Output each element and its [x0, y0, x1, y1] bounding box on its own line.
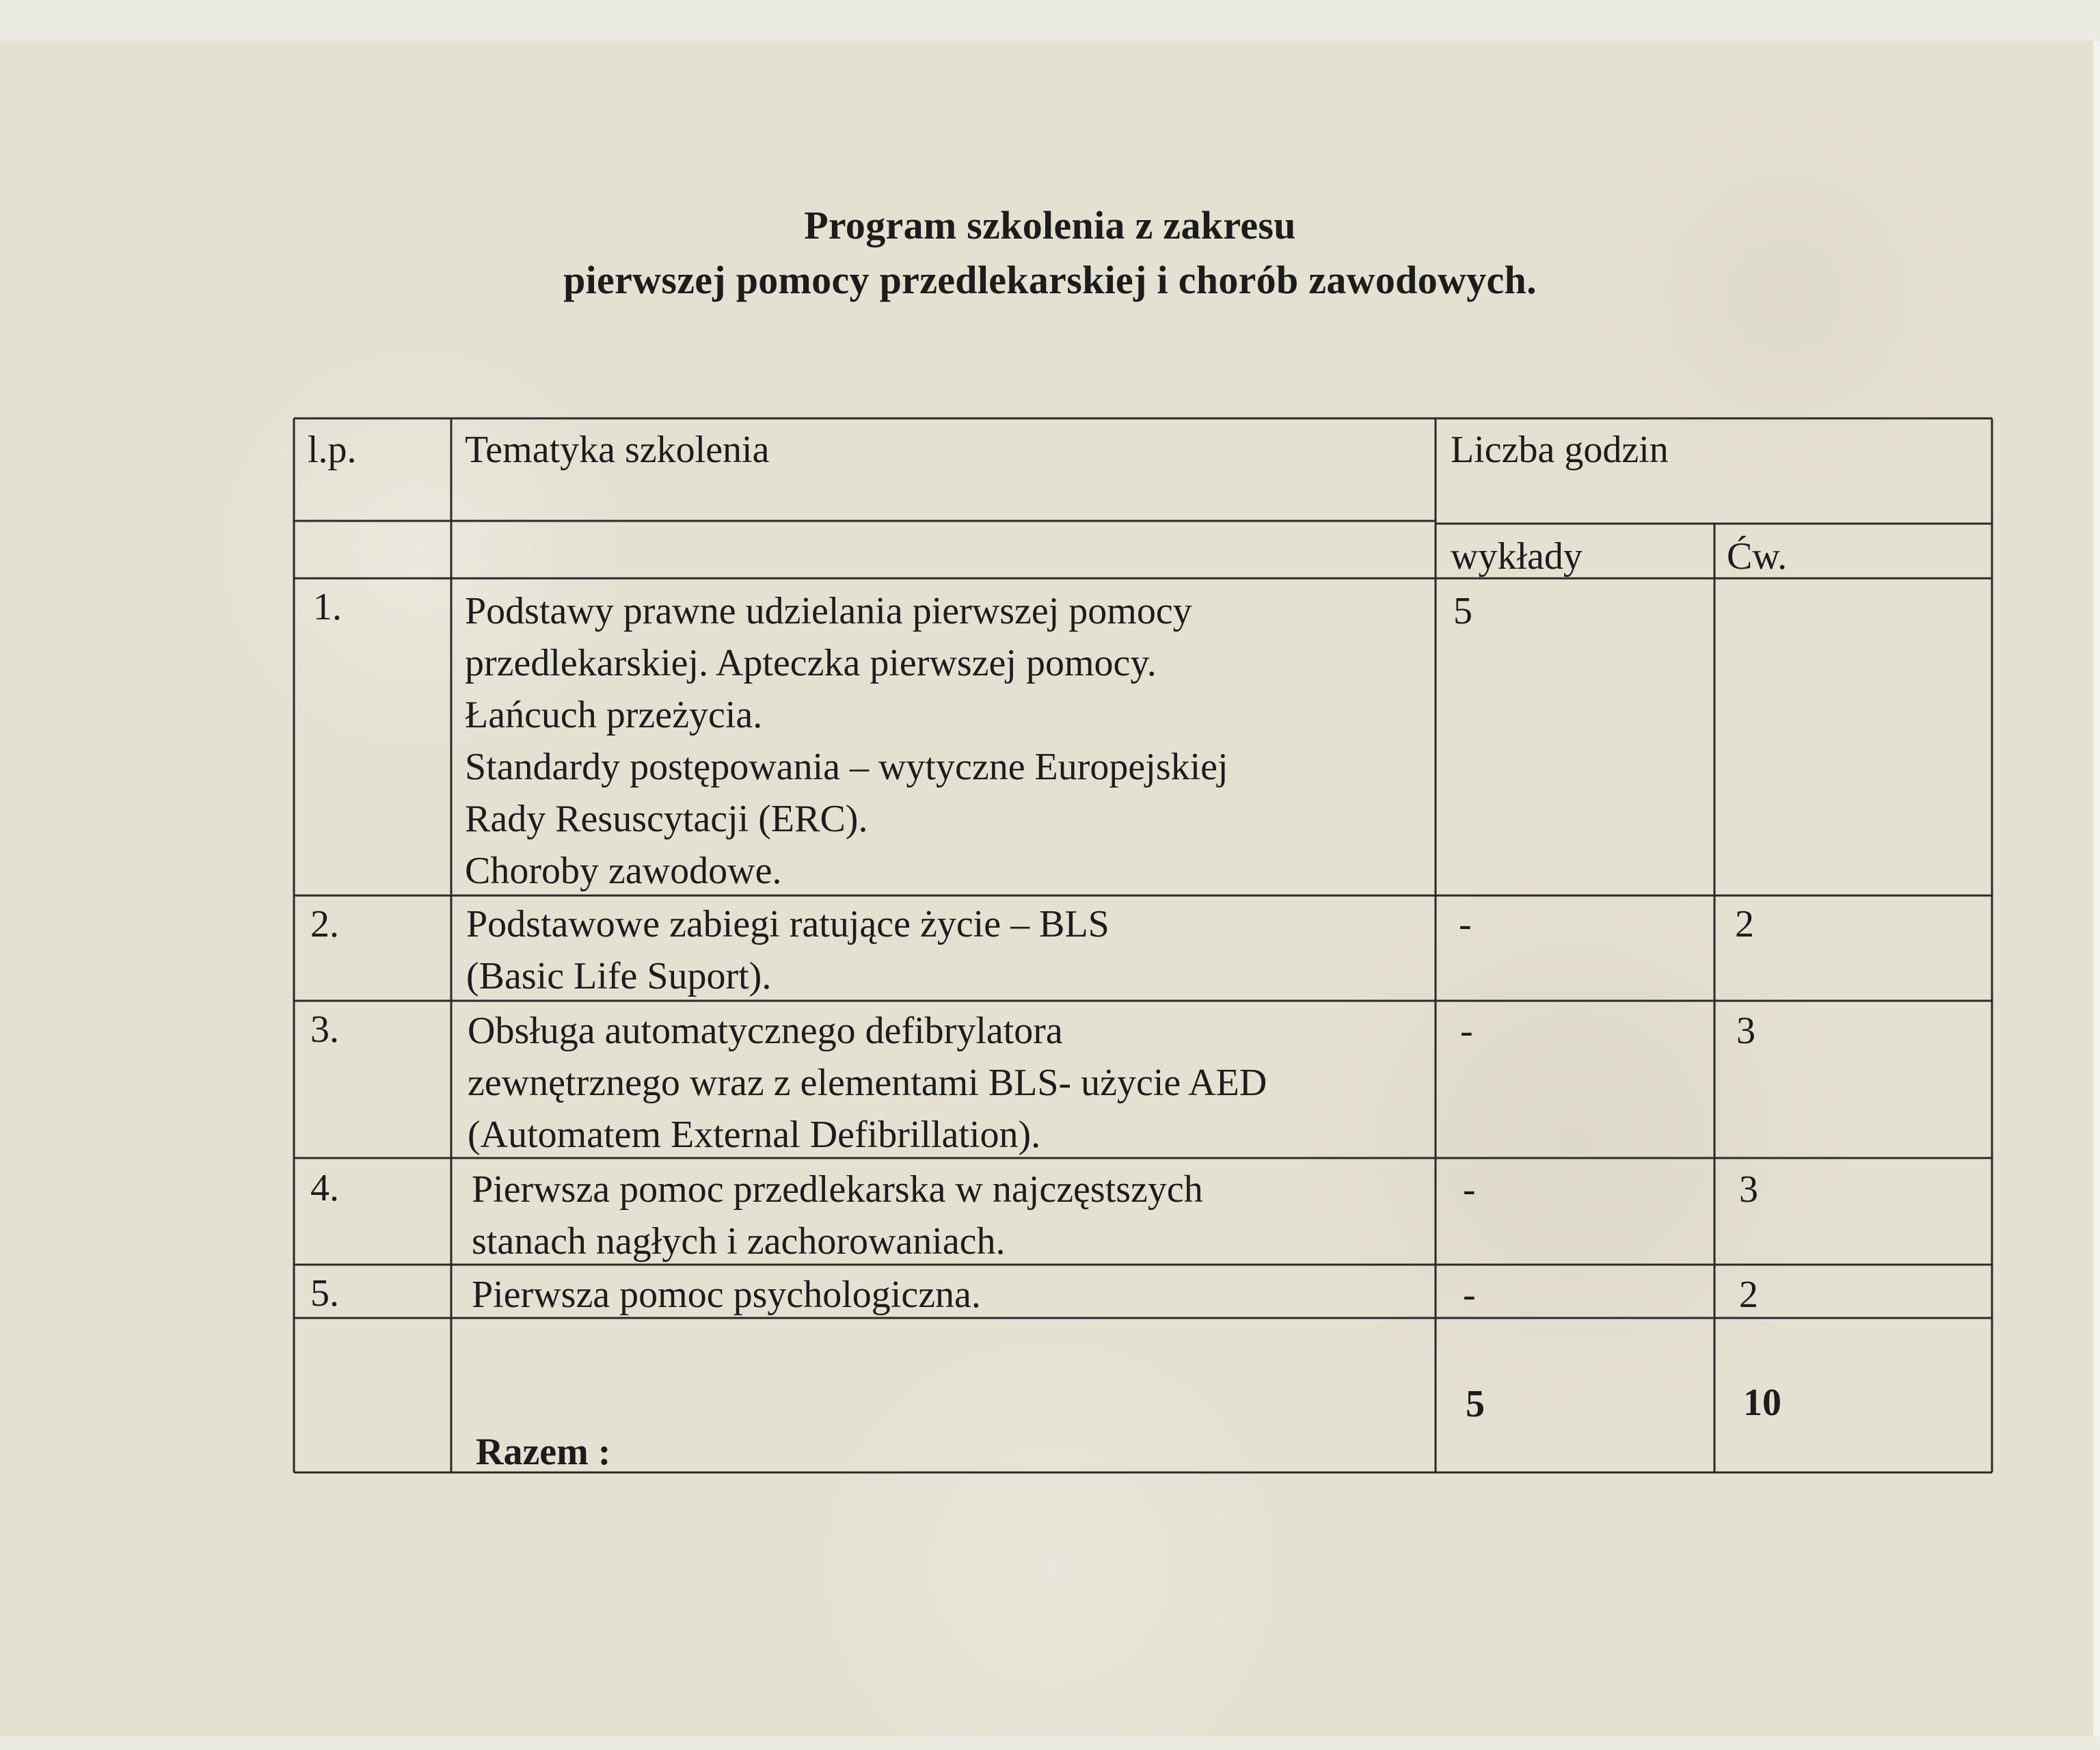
row-1-topic: Podstawy prawne udzielania pierwszej pomocy przedlekarskiej. Apteczka pierwszej pomocy. Łańcuch przeżycia. Standardy postępowania – wytyczne Europejskiej Rady Resuscytacji (ERC). Choroby zawodowe.	[465, 590, 1228, 892]
row-2-lp: 2.	[310, 903, 339, 945]
row-2-topic: Podstawowe zabiegi ratujące życie – BLS (Basic Life Suport).	[466, 903, 1109, 997]
row-2-lectures: -	[1459, 903, 1472, 945]
row-5-topic: Pierwsza pomoc psychologiczna.	[472, 1274, 981, 1316]
total-lectures: 5	[1466, 1383, 1485, 1425]
header-lp: l.p.	[308, 429, 357, 471]
header-exercises: Ćw.	[1727, 535, 1788, 578]
row-4-lectures: -	[1463, 1168, 1476, 1211]
row-5-exercises: 2	[1739, 1274, 1758, 1316]
row-2-exercises: 2	[1735, 903, 1754, 945]
header-topic: Tematyka szkolenia	[465, 429, 770, 471]
document-title-line-1: Program szkolenia z zakresu	[804, 203, 1296, 247]
row-4-exercises: 3	[1739, 1168, 1758, 1211]
row-4-lp: 4.	[310, 1167, 339, 1209]
row-3-lp: 3.	[310, 1008, 339, 1051]
row-3-topic: Obsługa automatycznego defibrylatora zewnętrznego wraz z elementami BLS- użycie AED (Automatem External Defibrillation).	[468, 1010, 1267, 1156]
document-title-line-2: pierwszej pomocy przedlekarskiej i chorób zawodowych.	[563, 258, 1537, 302]
header-hours: Liczba godzin	[1451, 429, 1669, 471]
row-1-lp: 1.	[313, 586, 342, 628]
row-4-topic: Pierwsza pomoc przedlekarska w najczęstszych stanach nagłych i zachorowaniach.	[472, 1168, 1203, 1263]
row-5-lectures: -	[1463, 1274, 1476, 1316]
header-lectures: wykłady	[1451, 535, 1583, 578]
row-1-lectures: 5	[1453, 590, 1472, 632]
row-3-exercises: 3	[1736, 1010, 1755, 1052]
total-label: Razem :	[476, 1431, 611, 1473]
total-exercises: 10	[1743, 1382, 1781, 1424]
row-3-lectures: -	[1460, 1010, 1473, 1052]
row-5-lp: 5.	[310, 1272, 339, 1315]
